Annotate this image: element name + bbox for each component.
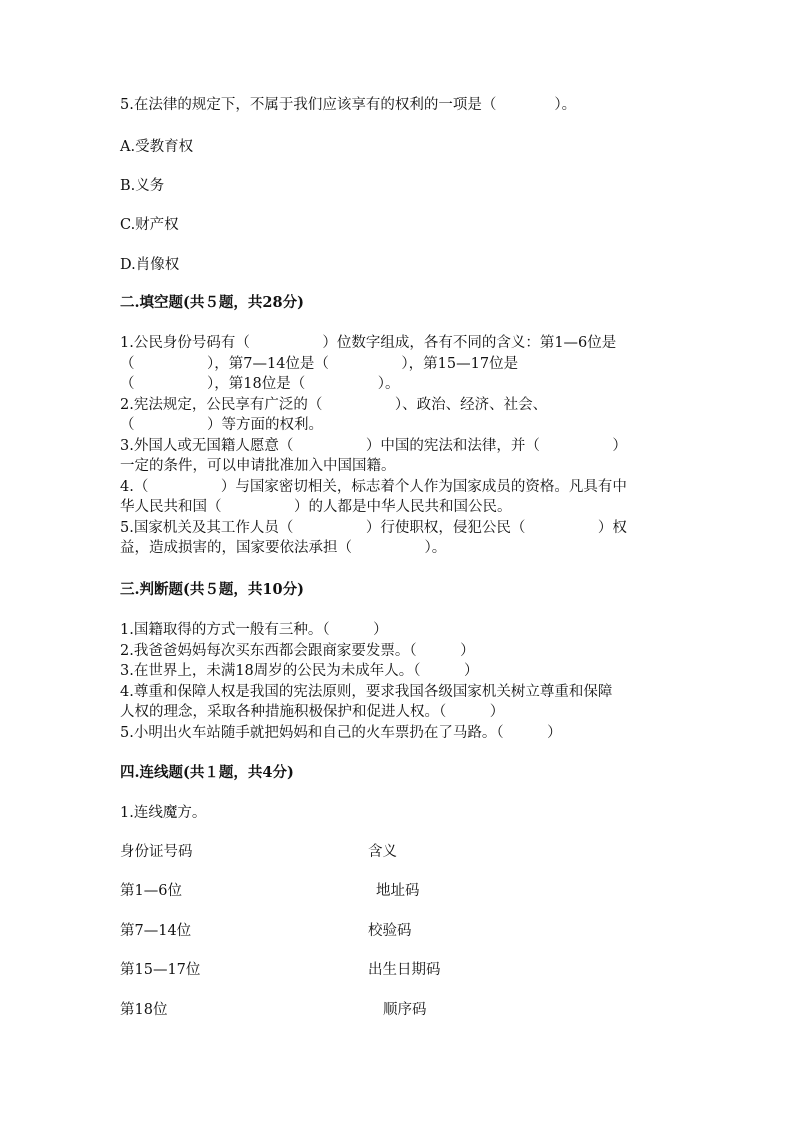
fill-line: （ ）等方面的权利。 — [120, 417, 323, 433]
judge-section-body — [120, 620, 680, 743]
match-left-item: 第18位 — [120, 1002, 168, 1018]
match-left-item: 第7—14位 — [120, 923, 192, 939]
judge-line: 人权的理念，采取各种措施积极保护和促进人权。（ ） — [120, 704, 505, 720]
fill-section-heading: 二.填空题(共５题，共28分) — [120, 294, 304, 311]
judge-line: 1.国籍取得的方式一般有三种。（ ） — [120, 622, 388, 638]
match-right-item: 顺序码 — [383, 1002, 427, 1018]
match-left-item: 第1—6位 — [120, 883, 182, 899]
fill-line: 华人民共和国（ ）的人都是中华人民共和国公民。 — [120, 499, 512, 515]
match-right-item: 地址码 — [376, 883, 420, 899]
question-5-stem: 5.在法律的规定下，不属于我们应该享有的权利的一项是（ ）。 — [120, 97, 577, 113]
fill-section-body — [120, 333, 680, 559]
match-right-item: 出生日期码 — [368, 962, 441, 978]
judge-line: 2.我爸爸妈妈每次买东西都会跟商家要发票。（ ） — [120, 642, 475, 659]
fill-line: 益，造成损害的，国家要依法承担（ ）。 — [120, 540, 447, 556]
match-left-item: 身份证号码 — [120, 844, 193, 860]
option-a: A.受教育权 — [120, 139, 194, 155]
fill-line: 5.国家机关及其工作人员（ ）行使职权，侵犯公民（ ）权 — [120, 519, 627, 536]
fill-line: （ ），第18位是（ ）。 — [120, 376, 400, 392]
match-right-item: 校验码 — [368, 923, 412, 939]
option-b: B.义务 — [120, 178, 165, 194]
option-d: D.肖像权 — [120, 257, 180, 273]
fill-line: 4.（ ）与国家密切相关，标志着个人作为国家成员的资格。凡具有中 — [120, 478, 627, 495]
judge-section-heading: 三.判断题(共５题，共10分) — [120, 581, 304, 598]
fill-line: 2.宪法规定，公民享有广泛的（ ）、政治、经济、社会、 — [120, 396, 548, 413]
match-section-heading: 四.连线题(共１题，共4分) — [120, 764, 294, 781]
fill-line: 一定的条件，可以申请批准加入中国国籍。 — [120, 458, 396, 474]
judge-line: 3.在世界上，未满18周岁的公民为未成年人。（ ） — [120, 663, 479, 679]
match-question: 1.连线魔方。 — [120, 805, 207, 821]
option-c: C.财产权 — [120, 217, 179, 233]
fill-line: 3.外国人或无国籍人愿意（ ）中国的宪法和法律，并（ ） — [120, 437, 627, 454]
judge-line: 4.尊重和保障人权是我国的宪法原则，要求我国各级国家机关树立尊重和保障 — [120, 683, 613, 700]
match-right-item: 含义 — [368, 844, 397, 860]
fill-line: （ ），第7—14位是（ ），第15—17位是 — [120, 355, 519, 372]
judge-line: 5.小明出火车站随手就把妈妈和自己的火车票扔在了马路。（ ） — [120, 724, 562, 741]
fill-line: 1.公民身份号码有（ ）位数字组成，各有不同的含义：第1—6位是 — [120, 335, 617, 351]
match-left-item: 第15—17位 — [120, 962, 201, 978]
